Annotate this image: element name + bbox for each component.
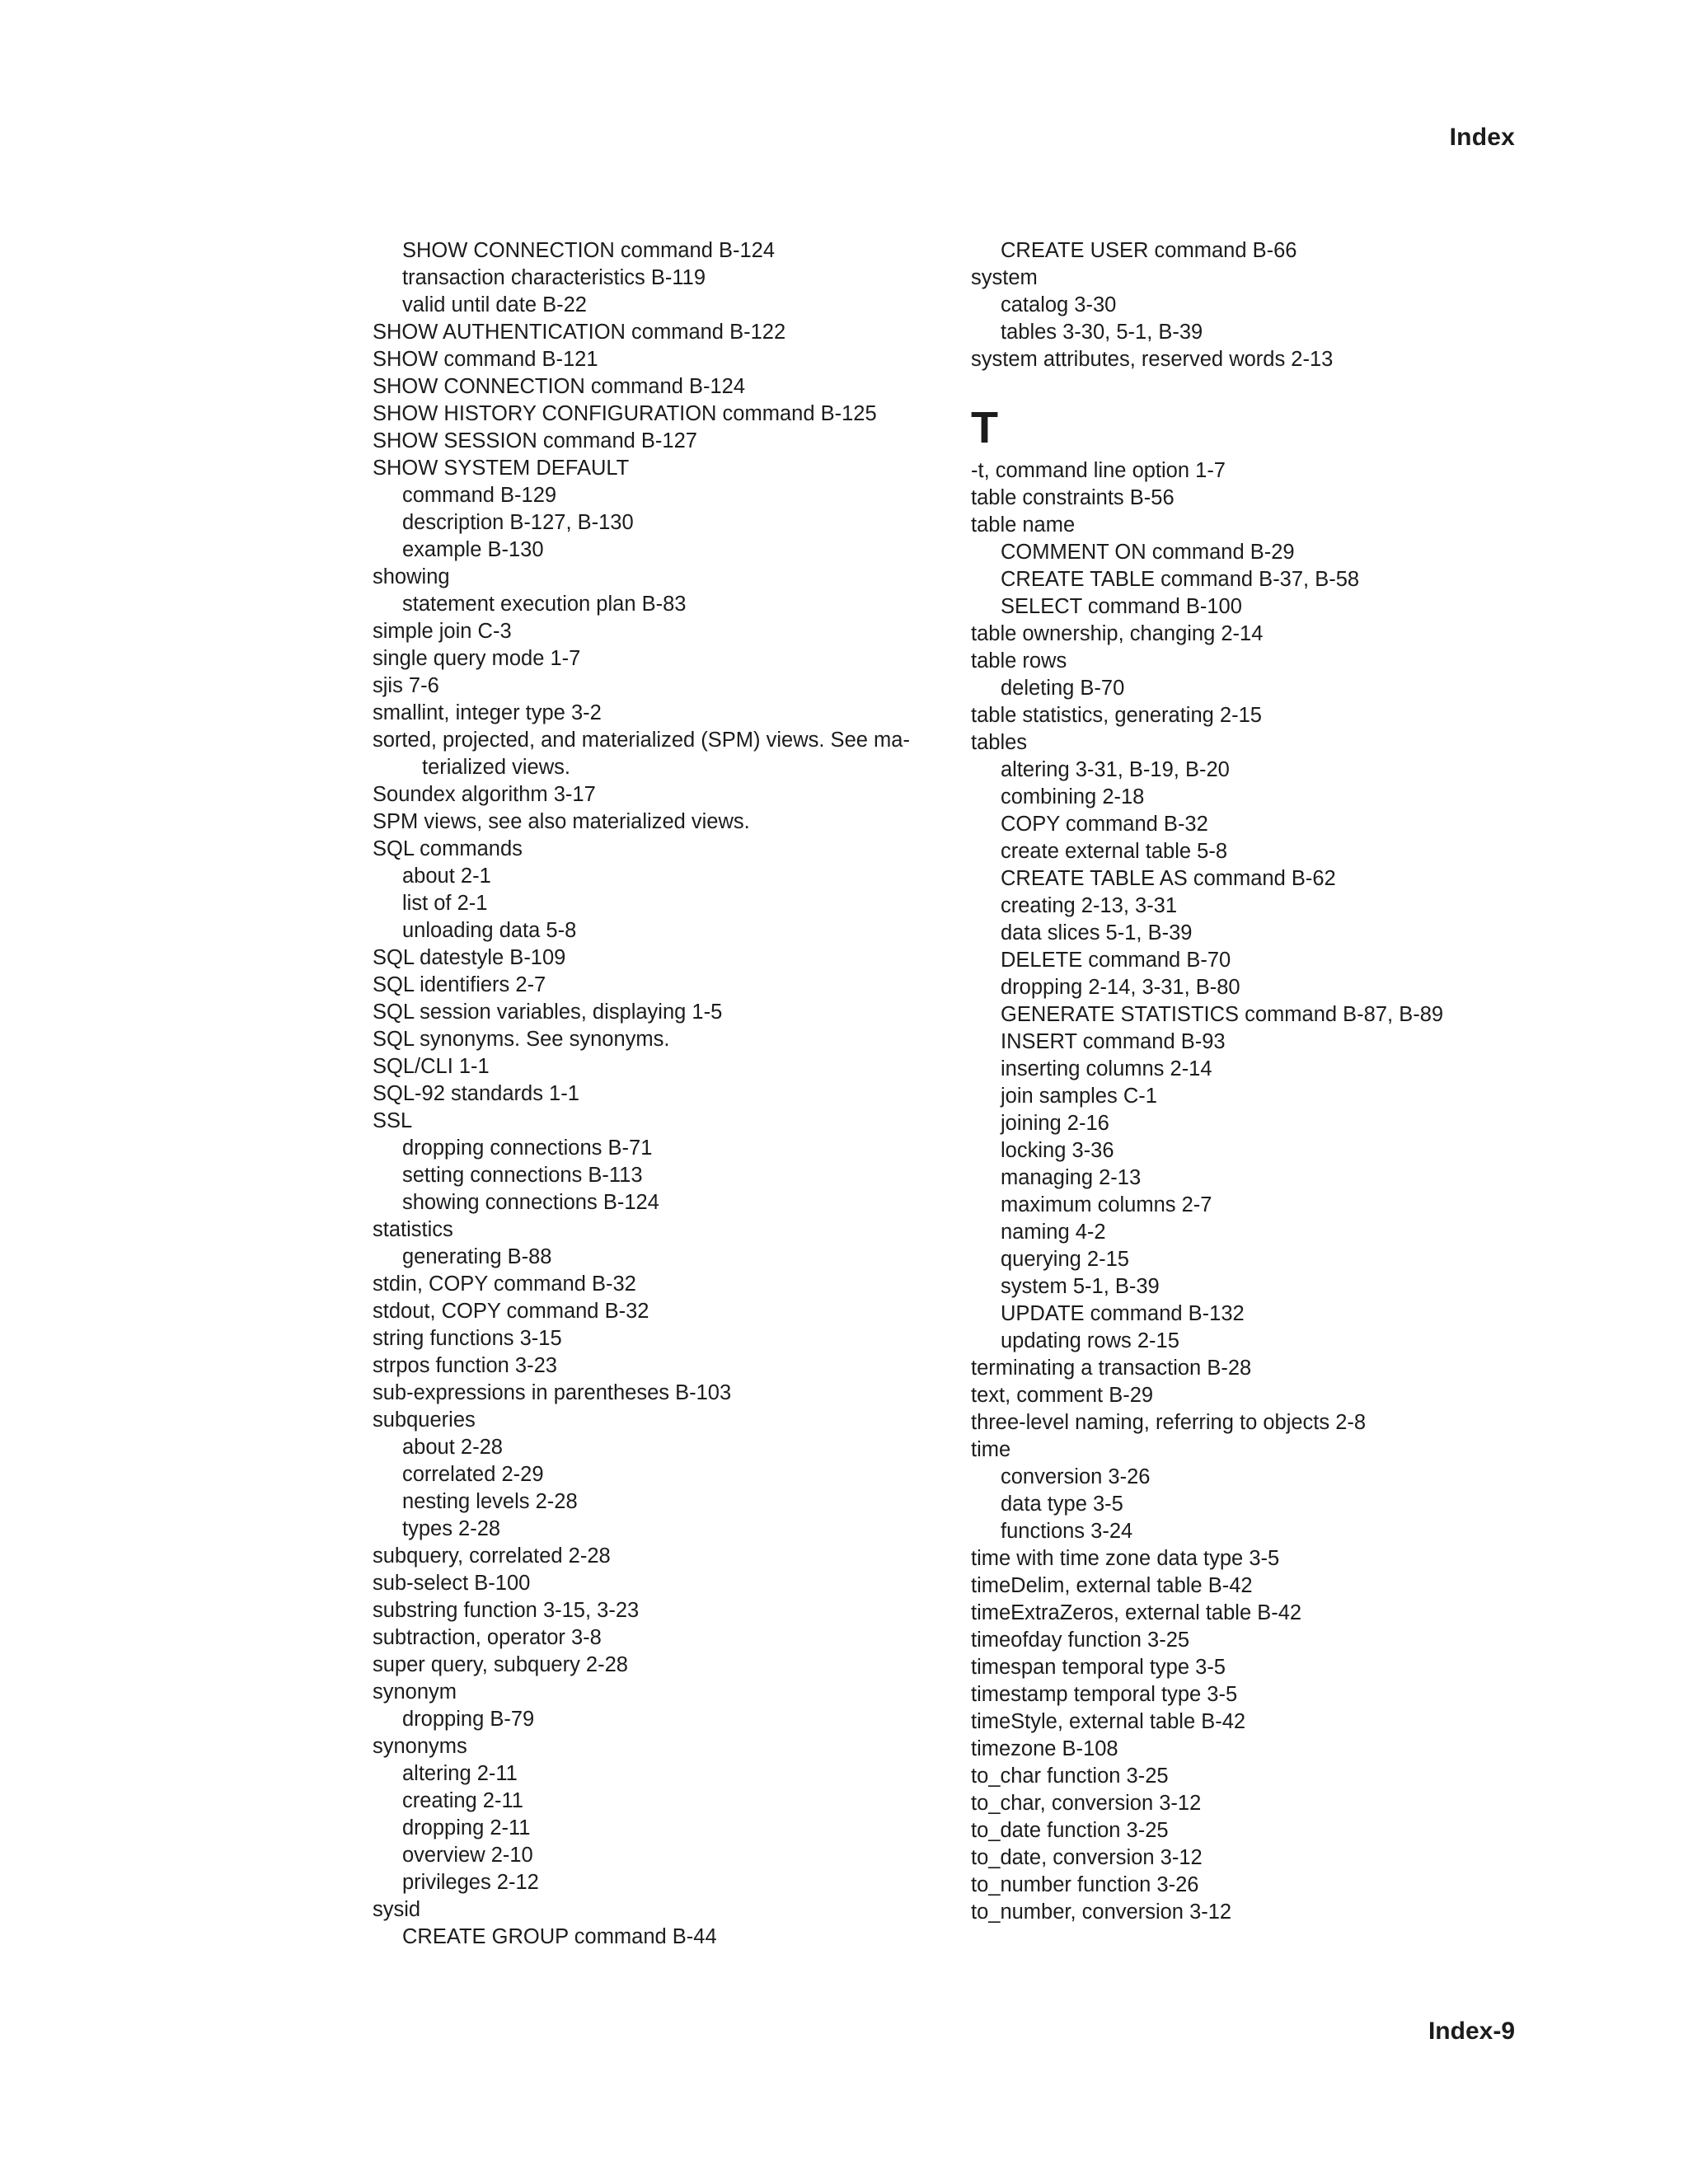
index-subentry: altering 2-11: [402, 1762, 518, 1785]
index-subentry: example B-130: [402, 538, 544, 561]
index-column-left: [373, 237, 950, 1951]
index-entry: string functions 3-15: [373, 1327, 562, 1350]
index-entry: substring function 3-15, 3-23: [373, 1599, 640, 1622]
index-subentry: terialized views.: [422, 756, 570, 779]
index-entry: table constraints B-56: [971, 486, 1175, 509]
index-entry: time with time zone data type 3-5: [971, 1547, 1280, 1570]
index-entry: Soundex algorithm 3-17: [373, 783, 596, 806]
index-entry: to_date, conversion 3-12: [971, 1846, 1203, 1869]
index-entry: SQL-92 standards 1-1: [373, 1082, 579, 1105]
index-entry: SHOW command B-121: [373, 348, 598, 371]
index-subentry: conversion 3-26: [1001, 1465, 1151, 1488]
index-entry: SHOW CONNECTION command B-124: [373, 375, 746, 398]
index-subentry: altering 3-31, B-19, B-20: [1001, 758, 1230, 781]
index-entry: SHOW SYSTEM DEFAULT: [373, 457, 630, 480]
index-entry: timestamp temporal type 3-5: [971, 1683, 1238, 1706]
index-subentry: INSERT command B-93: [1001, 1030, 1226, 1053]
index-entry: sub-expressions in parentheses B-103: [373, 1381, 732, 1404]
index-subentry: transaction characteristics B-119: [402, 266, 706, 289]
index-entry: to_char, conversion 3-12: [971, 1792, 1202, 1815]
index-entry: SQL/CLI 1-1: [373, 1055, 490, 1078]
page-number: Index-9: [1428, 2018, 1515, 2045]
index-entry: sysid: [373, 1898, 421, 1921]
index-entry: sub-select B-100: [373, 1572, 531, 1595]
index-subentry: catalog 3-30: [1001, 293, 1117, 316]
index-subentry: data slices 5-1, B-39: [1001, 921, 1193, 944]
index-entry: SSL: [373, 1109, 413, 1132]
index-entry: single query mode 1-7: [373, 647, 581, 670]
index-subentry: nesting levels 2-28: [402, 1490, 578, 1513]
index-entry: statistics: [373, 1218, 453, 1241]
index-subentry: querying 2-15: [1001, 1248, 1129, 1271]
index-entry: system: [971, 266, 1038, 289]
index-subentry: about 2-28: [402, 1436, 503, 1459]
section-letter-heading: T: [971, 403, 998, 452]
index-subentry: COMMENT ON command B-29: [1001, 541, 1295, 564]
index-entry: synonym: [373, 1680, 457, 1704]
index-entry: super query, subquery 2-28: [373, 1653, 628, 1676]
index-entry: strpos function 3-23: [373, 1354, 557, 1377]
index-subentry: setting connections B-113: [402, 1164, 643, 1187]
index-entry: system attributes, reserved words 2-13: [971, 348, 1334, 371]
index-subentry: overview 2-10: [402, 1844, 533, 1867]
index-entry: SHOW HISTORY CONFIGURATION command B-125: [373, 402, 877, 425]
index-entries-s-continued: [971, 237, 1548, 373]
index-entry: sjis 7-6: [373, 674, 439, 697]
index-subentry: inserting columns 2-14: [1001, 1057, 1212, 1080]
index-entry: time: [971, 1438, 1011, 1461]
index-entry: showing: [373, 565, 450, 588]
index-subentry: generating B-88: [402, 1245, 552, 1268]
index-subentry: naming 4-2: [1001, 1221, 1106, 1244]
index-entry: subtraction, operator 3-8: [373, 1626, 602, 1649]
running-head-title: Index: [1449, 124, 1515, 151]
index-subentry: GENERATE STATISTICS command B-87, B-89: [1001, 1003, 1444, 1026]
index-subentry: correlated 2-29: [402, 1463, 544, 1486]
index-entry: SQL session variables, displaying 1-5: [373, 1001, 723, 1024]
index-entry: -t, command line option 1-7: [971, 459, 1226, 482]
index-subentry: SHOW CONNECTION command B-124: [402, 239, 776, 262]
index-subentry: create external table 5-8: [1001, 840, 1227, 863]
index-entry: timeExtraZeros, external table B-42: [971, 1601, 1302, 1624]
index-entry: SPM views, see also materialized views.: [373, 810, 750, 833]
index-entry: to_date function 3-25: [971, 1819, 1169, 1842]
index-subentry: dropping connections B-71: [402, 1137, 653, 1160]
index-entry: table rows: [971, 649, 1067, 673]
index-subentry: creating 2-13, 3-31: [1001, 894, 1178, 917]
index-entry: timeofday function 3-25: [971, 1629, 1190, 1652]
index-entry: timeDelim, external table B-42: [971, 1574, 1253, 1597]
index-entry: SHOW SESSION command B-127: [373, 429, 697, 452]
index-subentry: join samples C-1: [1001, 1085, 1157, 1108]
index-subentry: CREATE GROUP command B-44: [402, 1925, 717, 1948]
index-subentry: DELETE command B-70: [1001, 949, 1231, 972]
index-subentry: dropping B-79: [402, 1708, 535, 1731]
index-entry: text, comment B-29: [971, 1384, 1154, 1407]
index-entry: to_number function 3-26: [971, 1873, 1199, 1896]
index-entry: timeStyle, external table B-42: [971, 1710, 1246, 1733]
index-entry: synonyms: [373, 1735, 467, 1758]
index-entry: table ownership, changing 2-14: [971, 622, 1264, 645]
index-subentry: COPY command B-32: [1001, 813, 1208, 836]
index-subentry: system 5-1, B-39: [1001, 1275, 1160, 1298]
index-entry: SQL commands: [373, 837, 523, 860]
index-entry: three-level naming, referring to objects 2-8: [971, 1411, 1367, 1434]
index-entry: subqueries: [373, 1408, 476, 1432]
index-subentry: types 2-28: [402, 1517, 501, 1540]
index-subentry: dropping 2-14, 3-31, B-80: [1001, 976, 1240, 999]
index-subentry: locking 3-36: [1001, 1139, 1114, 1162]
index-entry: sorted, projected, and materialized (SPM) views. See ma-: [373, 729, 910, 752]
index-subentry: deleting B-70: [1001, 677, 1125, 700]
index-subentry: list of 2-1: [402, 892, 488, 915]
index-entries-t: [971, 457, 1548, 1926]
index-subentry: unloading data 5-8: [402, 919, 577, 942]
index-subentry: valid until date B-22: [402, 293, 587, 316]
index-subentry: maximum columns 2-7: [1001, 1193, 1212, 1216]
index-subentry: showing connections B-124: [402, 1191, 659, 1214]
index-entry: smallint, integer type 3-2: [373, 701, 602, 724]
index-subentry: dropping 2-11: [402, 1816, 531, 1840]
index-subentry: creating 2-11: [402, 1789, 523, 1812]
index-subentry: managing 2-13: [1001, 1166, 1142, 1189]
index-subentry: privileges 2-12: [402, 1871, 539, 1894]
index-entry: subquery, correlated 2-28: [373, 1544, 611, 1568]
index-entry: table statistics, generating 2-15: [971, 704, 1262, 727]
index-subentry: about 2-1: [402, 865, 491, 888]
index-subentry: combining 2-18: [1001, 785, 1145, 808]
index-subentry: CREATE TABLE command B-37, B-58: [1001, 568, 1360, 591]
index-subentry: updating rows 2-15: [1001, 1329, 1179, 1352]
index-entry: to_number, conversion 3-12: [971, 1900, 1232, 1924]
index-subentry: joining 2-16: [1001, 1112, 1109, 1135]
index-subentry: UPDATE command B-132: [1001, 1302, 1245, 1325]
index-entry: timezone B-108: [971, 1737, 1118, 1760]
index-subentry: tables 3-30, 5-1, B-39: [1001, 321, 1203, 344]
index-entry: SQL identifiers 2-7: [373, 973, 546, 996]
index-entry: to_char function 3-25: [971, 1765, 1169, 1788]
index-entry: SHOW AUTHENTICATION command B-122: [373, 321, 786, 344]
index-subentry: statement execution plan B-83: [402, 593, 687, 616]
index-subentry: SELECT command B-100: [1001, 595, 1242, 618]
index-column-right: [971, 237, 1548, 1926]
index-subentry: CREATE TABLE AS command B-62: [1001, 867, 1336, 890]
index-entry: stdout, COPY command B-32: [373, 1300, 649, 1323]
index-subentry: CREATE USER command B-66: [1001, 239, 1297, 262]
index-subentry: command B-129: [402, 484, 557, 507]
index-entry: SQL synonyms. See synonyms.: [373, 1028, 670, 1051]
index-entry: timespan temporal type 3-5: [971, 1656, 1226, 1679]
index-entry: simple join C-3: [373, 620, 512, 643]
index-subentry: functions 3-24: [1001, 1520, 1133, 1543]
index-entry: stdin, COPY command B-32: [373, 1272, 636, 1296]
index-entry: SQL datestyle B-109: [373, 946, 566, 969]
index-subentry: data type 3-5: [1001, 1493, 1123, 1516]
index-entry: table name: [971, 513, 1076, 537]
index-entry: tables: [971, 731, 1028, 754]
index-subentry: description B-127, B-130: [402, 511, 634, 534]
index-entry: terminating a transaction B-28: [971, 1357, 1252, 1380]
